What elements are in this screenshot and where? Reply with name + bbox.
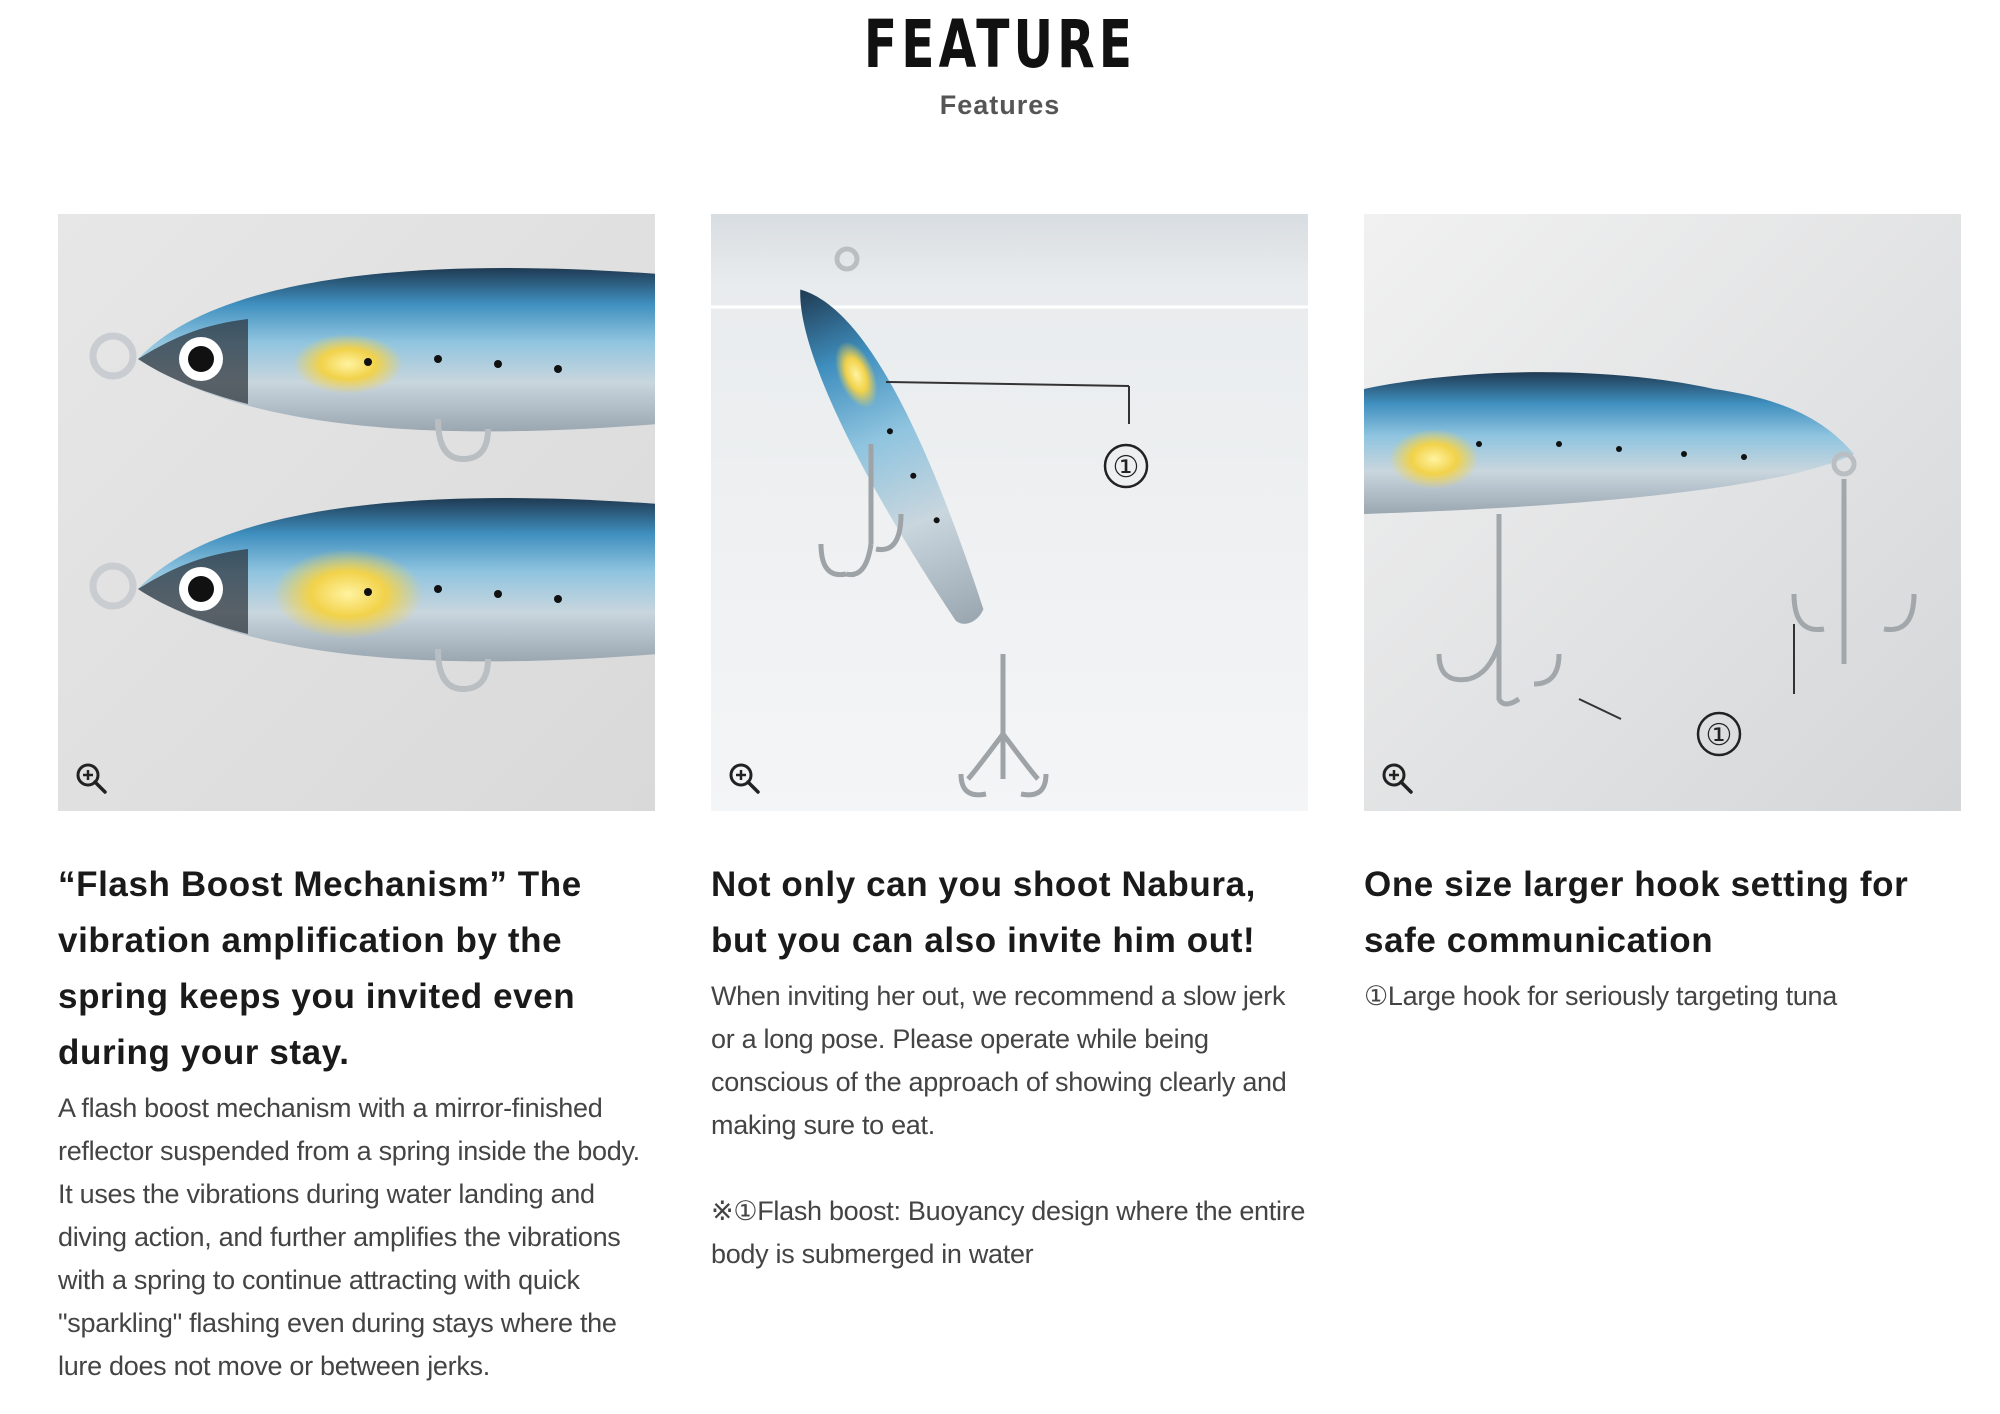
zoom-in-icon[interactable] (74, 761, 108, 795)
feature-image[interactable] (58, 214, 655, 811)
lure-illustration (711, 214, 1308, 811)
zoom-in-icon[interactable] (727, 761, 761, 795)
feature-heading: “Flash Boost Mechanism” The vibration amplification by the spring keeps you invited even during your stay. (58, 865, 582, 1072)
feature-description: A flash boost mechanism with a mirror-finished reflector suspended from a spring inside the body. It uses the vibrations during water landing and diving action, and further amplifies the vibrations with a spring to continue attracting with quick "sparkling" flashing even during stays where the lure does not move or between jerks. (58, 1093, 640, 1381)
feature-card-invite-out (711, 214, 1308, 1276)
section-title: FEATURE (863, 6, 1137, 83)
feature-image[interactable] (711, 214, 1308, 811)
feature-description: When inviting her out, we recommend a slow jerk or a long pose. Please operate while being conscious of the approach of showing clearly and making sure to eat. (711, 981, 1287, 1140)
feature-card-flash-boost (58, 214, 655, 1388)
feature-heading: One size larger hook setting for safe communication (1364, 865, 1909, 960)
callout-number: ① (1112, 451, 1140, 484)
lure-illustration (1364, 214, 1961, 811)
feature-note: ※①Flash boost: Buoyancy design where the entire body is submerged in water (711, 1196, 1306, 1269)
callout-number: ① (1705, 719, 1733, 752)
section-subtitle: Features (939, 90, 1061, 120)
zoom-in-icon[interactable] (1380, 761, 1414, 795)
feature-image[interactable] (1364, 214, 1961, 811)
feature-card-hook-setting (1364, 214, 1961, 1018)
lure-illustration (58, 214, 655, 811)
feature-heading: Not only can you shoot Nabura, but you can also invite him out! (711, 865, 1256, 960)
feature-description: ①Large hook for seriously targeting tuna (1364, 981, 1837, 1011)
